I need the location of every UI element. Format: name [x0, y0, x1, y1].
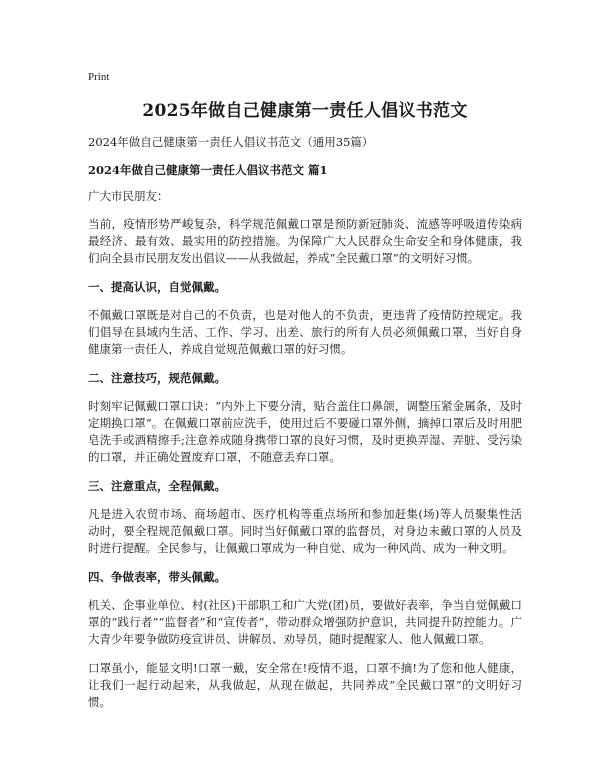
greeting: 广大市民朋友：: [88, 189, 169, 203]
page-title: 2025年做自己健康第一责任人倡议书范文: [142, 101, 468, 121]
point-paragraph-3: 凡是进入农贸市场、商场超市、医疗机构等重点场所和参加赶集(场)等人员聚集性活动时，要全程规范佩戴口罩。同时当好佩戴口罩的监督员，对身边未戴口罩的人员及时进行提醒。全民参与，让佩戴口罩成为一种自觉、成为一种风尚、成为一种文明。: [88, 507, 522, 555]
point-paragraph-2: 时刻牢记佩戴口罩口诀：“内外上下要分清，贴合盖住口鼻颌，调整压紧金属条，及时定期换口罩”。在佩戴口罩前应洗手，使用过后不要碰口罩外侧，摘掉口罩后及时用肥皂洗手或酒精擦手;注意养成随身携带口罩的良好习惯，及时更换弄湿、弄脏、受污染的口罩，并正确处置废弃口罩，不随意丢弃口罩。: [88, 399, 522, 464]
section-heading: 2024年做自己健康第一责任人倡议书范文 篇1: [88, 163, 328, 177]
point-heading-3: 三、注意重点，全程佩戴。: [88, 479, 226, 493]
intro-paragraph: 当前，疫情形势严峻复杂，科学规范佩戴口罩是预防新冠肺炎、流感等呼吸道传染病最经济、最有效、最实用的防控措施。为保障广大人民群众生命安全和身体健康，我们向全县市民朋友发出倡议——从我做起，养成“全民戴口罩”的文明好习惯。: [88, 217, 522, 265]
point-paragraph-1: 不佩戴口罩既是对自己的不负责，也是对他人的不负责，更违背了疫情防控规定。我们倡导在县域内生活、工作、学习、出差、旅行的所有人员必须佩戴口罩，当好自身健康第一责任人，养成自觉规范佩戴口罩的好习惯。: [88, 308, 522, 356]
print-label[interactable]: Print: [88, 71, 110, 83]
document-subtitle: 2024年做自己健康第一责任人倡议书范文（通用35篇）: [88, 135, 374, 149]
point-heading-4: 四、争做表率，带头佩戴。: [88, 570, 226, 584]
closing-paragraph: 口罩虽小，能显文明!口罩一戴，安全常在!疫情不退，口罩不摘!为了您和他人健康，让我们一起行动起来，从我做起，从现在做起，共同养成“全民戴口罩”的文明好习惯。: [88, 661, 522, 709]
point-paragraph-4: 机关、企事业单位、村(社区)干部职工和广大党(团)员，要做好表率，争当自觉佩戴口罩的“践行者”“监督者”和“宣传者”，带动群众增强防护意识，共同提升防控能力。广大青少年要争做防疫宣讲员、讲解员、劝导员，随时提醒家人、他人佩戴口罩。: [88, 598, 522, 646]
point-heading-2: 二、注意技巧，规范佩戴。: [88, 371, 226, 385]
point-heading-1: 一、提高认识，自觉佩戴。: [88, 280, 226, 294]
